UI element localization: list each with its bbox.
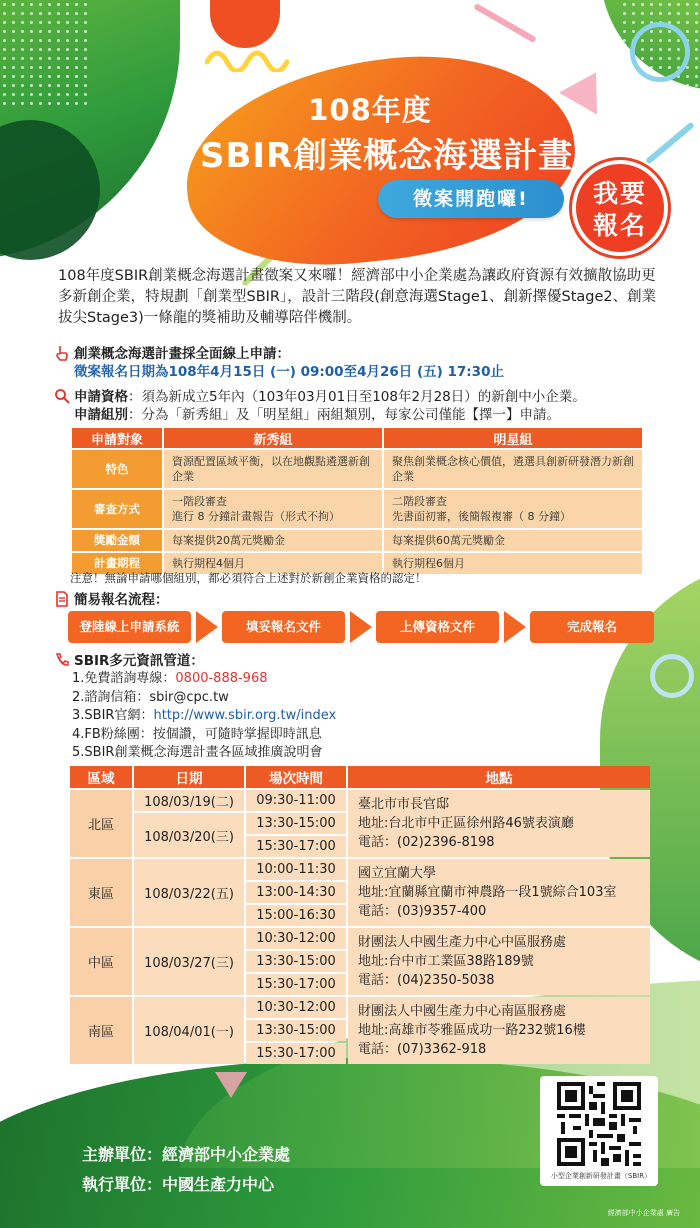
region-cell: 東區 — [70, 859, 132, 926]
hotline-line — [72, 670, 336, 689]
table-row — [72, 490, 642, 528]
process-section — [54, 591, 169, 609]
group-comparison-table — [70, 426, 644, 576]
qr-caption: 小型企業創新研發計畫（SBIR） — [546, 1171, 656, 1181]
footer-organizers — [82, 1140, 290, 1200]
place-cell — [348, 859, 650, 926]
table-cell: 一階段審查 進行 8 分鐘計畫報告（形式不拘） — [164, 490, 382, 528]
place-phone: 電話：(02)2396-8198 — [358, 835, 495, 850]
qr-code-icon[interactable] — [557, 1082, 641, 1166]
date-cell: 108/03/27(三) — [134, 928, 244, 995]
contacts-list — [72, 670, 336, 763]
blue-ring — [630, 22, 690, 82]
table-cell: 執行期程6個月 — [384, 553, 642, 574]
place-cell — [348, 997, 650, 1064]
process-step: 完成報名 — [530, 611, 654, 643]
process-step: 上傳資格文件 — [376, 611, 499, 643]
date-cell: 108/03/20(三) — [134, 813, 244, 857]
contacts-section — [54, 652, 204, 670]
time-cell: 10:00-11:30 — [246, 859, 346, 880]
table-cell: 聚焦創業概念核心價值，遴選具創新研發潛力新創企業 — [384, 450, 642, 488]
table-row — [72, 530, 642, 551]
badge-line1: 我要 — [592, 179, 647, 208]
table-header: 地點 — [348, 766, 650, 788]
row-label: 特色 — [72, 450, 162, 488]
date-cell: 108/03/19(二) — [134, 790, 244, 811]
eligibility-note: 注意！無論申請哪個組別，都必須符合上述對於新創企業資格的認定！ — [70, 571, 427, 585]
table-cell: 每案提供60萬元獎勵金 — [384, 530, 642, 551]
place-name: 國立宜蘭大學 — [358, 866, 437, 881]
host-organizer: 主辦單位：經濟部中小企業處 — [82, 1145, 291, 1164]
place-name: 臺北市市長官邸 — [358, 797, 450, 812]
place-address: 地址:宜蘭縣宜蘭市神農路一段1號綜合103室 — [358, 885, 617, 900]
table-row — [70, 790, 650, 811]
register-badge[interactable] — [572, 160, 668, 256]
fb-line: 4.FB粉絲團：按個讚，可隨時掌握即時訊息 — [72, 726, 322, 742]
place-phone: 電話：(07)3362-918 — [358, 1042, 487, 1057]
search-icon — [54, 388, 70, 404]
process-step: 登陸線上申請系統 — [68, 611, 191, 643]
session-table — [68, 764, 652, 1066]
time-cell: 09:30-11:00 — [246, 790, 346, 811]
hand-pointer-icon — [54, 345, 70, 361]
pink-triangle-bottom — [215, 1072, 247, 1098]
place-phone: 電話：(04)2350-5038 — [358, 973, 495, 988]
group-text: ：分為「新秀組」及「明星組」兩組類別，每家公司僅能【擇一】申請。 — [128, 407, 560, 423]
table-cell: 每案提供20萬元獎勵金 — [164, 530, 382, 551]
campaign-tag: 徵案開跑囉! — [378, 180, 564, 218]
eligibility-text: ：須為新成立5年內（103年03月01日至108年2月28日）的新創中小企業。 — [128, 389, 586, 405]
online-section — [54, 345, 504, 381]
table-header: 區域 — [70, 766, 132, 788]
ad-credit: 經濟部中小企業處 廣告 — [607, 1209, 680, 1217]
eligibility-label: 申請資格 — [74, 389, 128, 405]
site-label: 3.SBIR官網： — [72, 708, 154, 723]
place-address: 地址:台中市工業區38路189號 — [358, 954, 534, 969]
table-header: 申請對象 — [72, 428, 162, 448]
table-cell: 資源配置區域平衡，以在地觀點遴選新創企業 — [164, 450, 382, 488]
process-flow — [68, 611, 658, 643]
table-header: 日期 — [134, 766, 244, 788]
eligibility-section — [54, 388, 586, 424]
light-ring — [650, 654, 694, 698]
time-cell: 15:30-17:00 — [246, 974, 346, 995]
time-cell: 10:30-12:00 — [246, 997, 346, 1018]
arrow-right-icon — [350, 611, 372, 643]
group-label: 申請組別 — [74, 407, 128, 423]
time-cell: 10:30-12:00 — [246, 928, 346, 949]
place-name: 財團法人中國生產力中心中區服務處 — [358, 935, 567, 950]
sessions-line: 5.SBIR創業概念海選計畫各區域推廣說明會 — [72, 745, 323, 760]
arrow-right-icon — [504, 611, 526, 643]
table-row — [70, 997, 650, 1018]
title-year: 108年度 — [308, 93, 432, 127]
place-address: 地址:高雄市苓雅區成功一路232號16樓 — [358, 1023, 586, 1038]
arrow-right-icon — [196, 611, 218, 643]
date-cell: 108/03/22(五) — [134, 859, 244, 926]
executing-organizer: 執行單位：中國生產力中心 — [82, 1175, 275, 1194]
row-label: 獎勵金額 — [72, 530, 162, 551]
region-cell: 中區 — [70, 928, 132, 995]
process-title: 簡易報名流程： — [74, 592, 169, 608]
site-link[interactable]: http://www.sbir.org.tw/index — [153, 708, 337, 723]
online-title: 創業概念海選計畫採全面線上申請： — [74, 346, 290, 362]
time-cell: 13:00-14:30 — [246, 882, 346, 903]
sun-shape — [210, 0, 280, 48]
email-line — [72, 689, 336, 708]
badge-line2: 報名 — [592, 211, 647, 240]
place-cell — [348, 928, 650, 995]
time-cell: 13:30-15:00 — [246, 1020, 346, 1041]
place-address: 地址:台北市中正區徐州路46號表演廳 — [358, 816, 574, 831]
online-period: 徵案報名日期為108年4月15日 (一) 09:00至4月26日 (五) 17:30止 — [74, 364, 504, 380]
site-line — [72, 707, 336, 726]
email-link[interactable]: sbir@cpc.tw — [149, 689, 229, 705]
time-cell: 13:30-15:00 — [246, 951, 346, 972]
table-cell: 執行期程4個月 — [164, 553, 382, 574]
table-row — [70, 928, 650, 949]
place-phone: 電話：(03)9357-400 — [358, 904, 487, 919]
date-cell: 108/04/01(一) — [134, 997, 244, 1064]
table-header: 場次時間 — [246, 766, 346, 788]
table-header: 新秀組 — [164, 428, 382, 448]
email-label: 2.諮詢信箱： — [72, 689, 150, 705]
time-cell: 15:00-16:30 — [246, 905, 346, 926]
region-cell: 南區 — [70, 997, 132, 1064]
pink-stroke — [473, 3, 537, 43]
time-cell: 15:30-17:00 — [246, 1043, 346, 1064]
row-label: 計畫期程 — [72, 553, 162, 574]
place-name: 財團法人中國生產力中心南區服務處 — [358, 1004, 567, 1019]
wave-icon — [205, 42, 305, 72]
hotline-label: 1.免費諮詢專線： — [72, 671, 176, 686]
table-row — [72, 450, 642, 488]
table-cell: 二階段審查 先書面初審，後簡報複審（ 8 分鐘） — [384, 490, 642, 528]
page-title: SBIR創業概念海選計畫 — [200, 136, 574, 176]
time-cell: 15:30-17:00 — [246, 836, 346, 857]
intro-paragraph: 108年度SBIR創業概念海選計畫徵案又來囉！經濟部中小企業處為讓政府資源有效擴散協助更多新創企業，特規劃「創業型SBIR」，設計三階段(創意海選Stage1、創新擇優Stage2、創業拔尖Stage3)一條龍的獎補助及輔導陪伴機制。 — [58, 268, 657, 326]
process-step: 填妥報名文件 — [222, 611, 345, 643]
time-cell: 13:30-15:00 — [246, 813, 346, 834]
table-row — [70, 859, 650, 880]
region-cell: 北區 — [70, 790, 132, 857]
document-icon — [54, 591, 70, 607]
table-header: 明星組 — [384, 428, 642, 448]
qr-panel — [540, 1076, 658, 1186]
row-label: 審查方式 — [72, 490, 162, 528]
place-cell — [348, 790, 650, 857]
hotline-number[interactable]: 0800-888-968 — [175, 671, 268, 686]
phone-icon — [54, 652, 70, 668]
contacts-title: SBIR多元資訊管道： — [74, 653, 204, 669]
